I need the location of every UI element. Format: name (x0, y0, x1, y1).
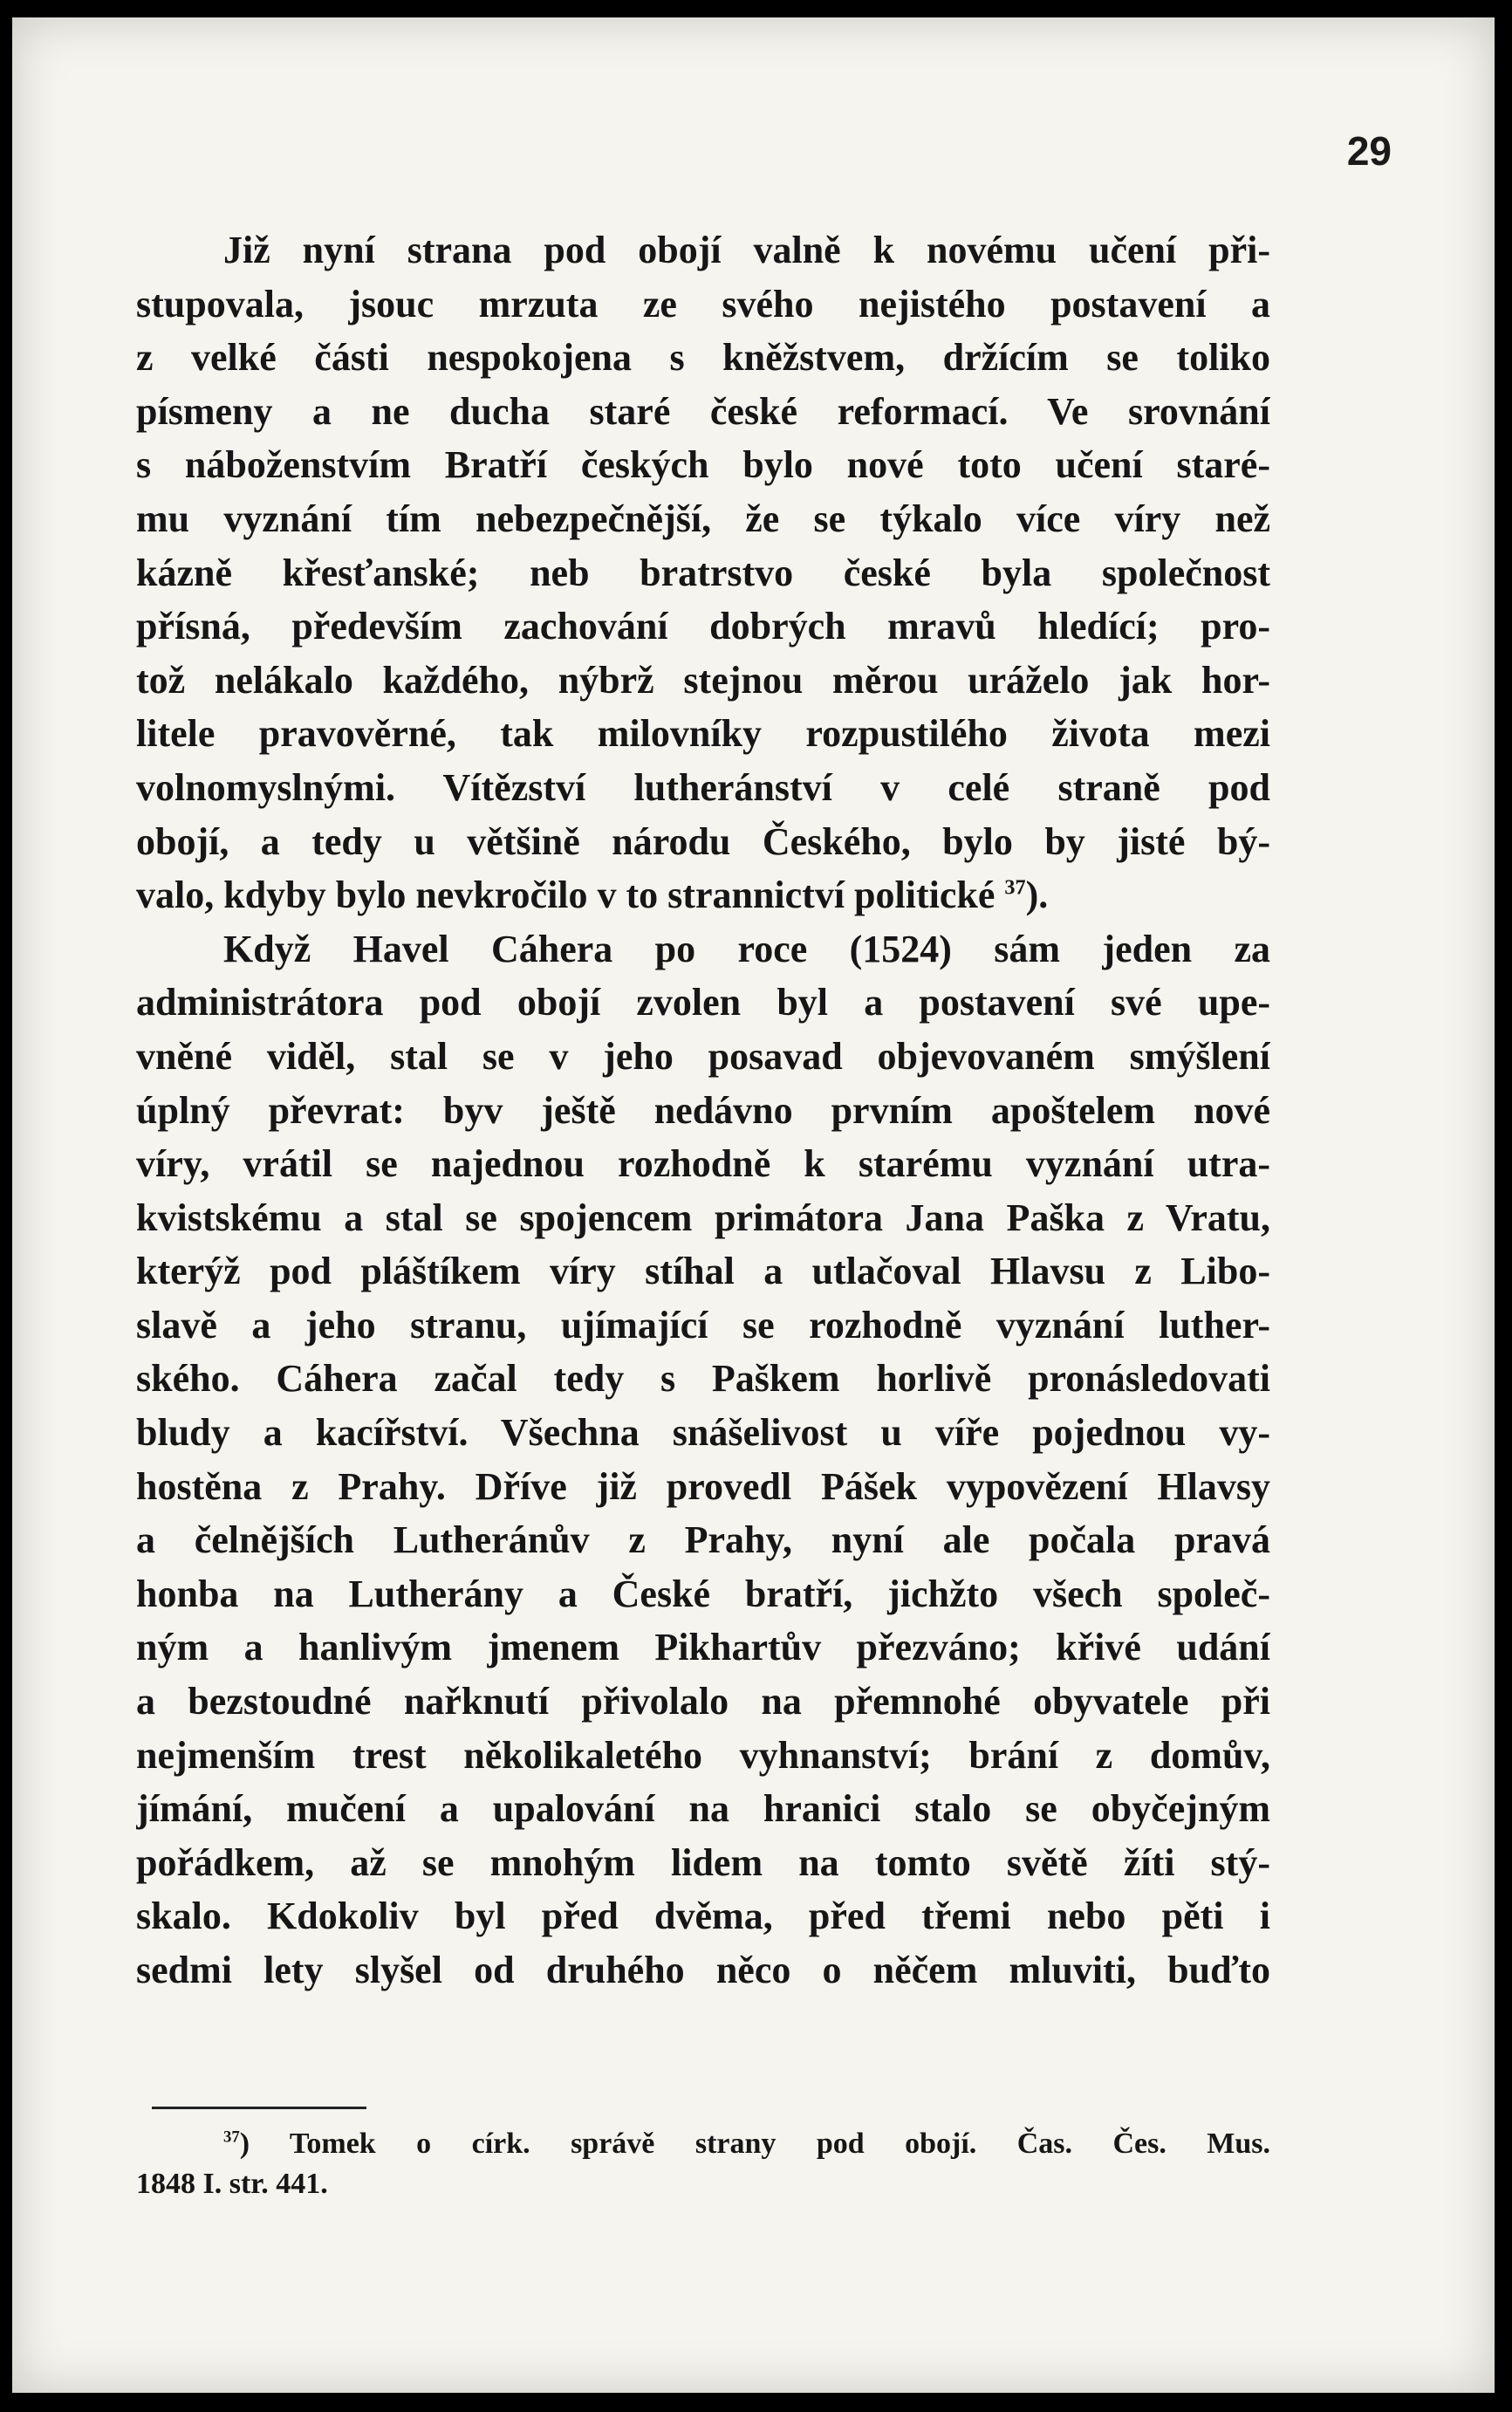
paragraph-1 (136, 223, 1270, 922)
text-line: písmeny a ne ducha staré české reformací. Ve srovnání (136, 389, 1270, 433)
text-line: vněné viděl, stal se v jeho posavad objevovaném smýšlení (136, 1034, 1270, 1078)
text-line: nejmenším trest několikaletého vyhnanství; brání z domův, (136, 1733, 1270, 1777)
text-line: a bezstoudné nařknutí přivolalo na přemnohé obyvatele při (136, 1680, 1270, 1723)
text-line: z velké části nespokojena s kněžstvem, držícím se toliko (136, 336, 1270, 380)
text-line: litele pravověrné, tak milovníky rozpustilého života mezi (136, 712, 1270, 756)
text-line: Již nyní strana pod obojí valně k novému učení při- (223, 229, 1270, 271)
footnote-marker: 37 (223, 2128, 240, 2147)
text-line: pořádkem, až se mnohým lidem na tomto světě žíti stý- (136, 1840, 1270, 1884)
text-line: s náboženstvím Bratří českých bylo nové toto učení staré- (136, 443, 1270, 487)
text-line-body: valo, kdyby bylo nevkročilo v to strannictví politické (136, 874, 995, 917)
footnote-line: 1848 I. str. 441. (136, 2168, 328, 2200)
text-line: úplný převrat: byv ještě nedávno prvním apoštelem nové (136, 1088, 1270, 1132)
text-line: jímání, mučení a upalování na hranici stalo se obyčejným (136, 1787, 1270, 1831)
text-line: ným a hanlivým jmenem Pikhartův přezváno; křivé udání (136, 1626, 1270, 1669)
text-line: ského. Cáhera začal tedy s Paškem horlivě pronásledovati (136, 1357, 1270, 1401)
text-line: kvistskému a stal se spojencem primátora Jana Paška z Vratu, (136, 1196, 1270, 1239)
page-number: 29 (1346, 128, 1392, 174)
footnote-text: ) Tomek o círk. správě strany pod obojí. Čas. Čes. Mus. (239, 2128, 1270, 2160)
text-line: hostěna z Prahy. Dříve již provedl Pášek vypovězení Hlavsy (136, 1464, 1270, 1508)
text-line: volnomyslnými. Vítězství lutheránství v celé straně pod (136, 765, 1270, 809)
paragraph-2 (136, 922, 1270, 1997)
text-line: administrátora pod obojí zvolen byl a postavení své upe- (136, 981, 1270, 1024)
text-line: honba na Lutherány a České bratří, jichžto všech společ- (136, 1572, 1270, 1615)
footnote-reference: 37 (1004, 875, 1026, 900)
text-line: kterýž pod pláštíkem víry stíhal a utlačoval Hlavsu z Libo- (136, 1250, 1270, 1293)
text-line: mu vyznání tím nebezpečnější, že se týkalo více víry než (136, 497, 1270, 540)
text-line: slavě a jeho stranu, ujímající se rozhodně vyznání luther- (136, 1303, 1270, 1346)
text-line (136, 868, 1270, 922)
text-line: kázně křesťanské; neb bratrstvo české byla společnost (136, 551, 1270, 594)
text-line: víry, vrátil se najednou rozhodně k starému vyznání utra- (136, 1142, 1270, 1186)
main-text (136, 223, 1270, 1997)
text-line: a čelnějších Lutheránův z Prahy, nyní ale počala pravá (136, 1518, 1270, 1562)
text-line: přísná, především zachování dobrých mravů hledící; pro- (136, 605, 1270, 648)
text-line: bludy a kacířství. Všechna snášelivost u víře pojednou vy- (136, 1411, 1270, 1455)
text-line: stupovala, jsouc mrzuta ze svého nejistého postavení a (136, 282, 1270, 325)
footnote-line (136, 2124, 1270, 2164)
text-line: tož nelákalo každého, nýbrž stejnou měrou uráželo jak hor- (136, 658, 1270, 702)
footnote (136, 2124, 1270, 2204)
text-line-tail: ). (1025, 874, 1049, 917)
text-line: sedmi lety slyšel od druhého něco o něčem mluviti, buďto (136, 1949, 1270, 1991)
text-line: Když Havel Cáhera po roce (1524) sám jeden za (223, 927, 1270, 970)
footnote-divider (152, 2107, 366, 2109)
book-page (12, 17, 1495, 2393)
text-line: obojí, a tedy u většině národu Českého, bylo by jisté bý- (136, 819, 1270, 863)
text-line: skalo. Kdokoliv byl před dvěma, před třemi nebo pěti i (136, 1895, 1270, 1938)
